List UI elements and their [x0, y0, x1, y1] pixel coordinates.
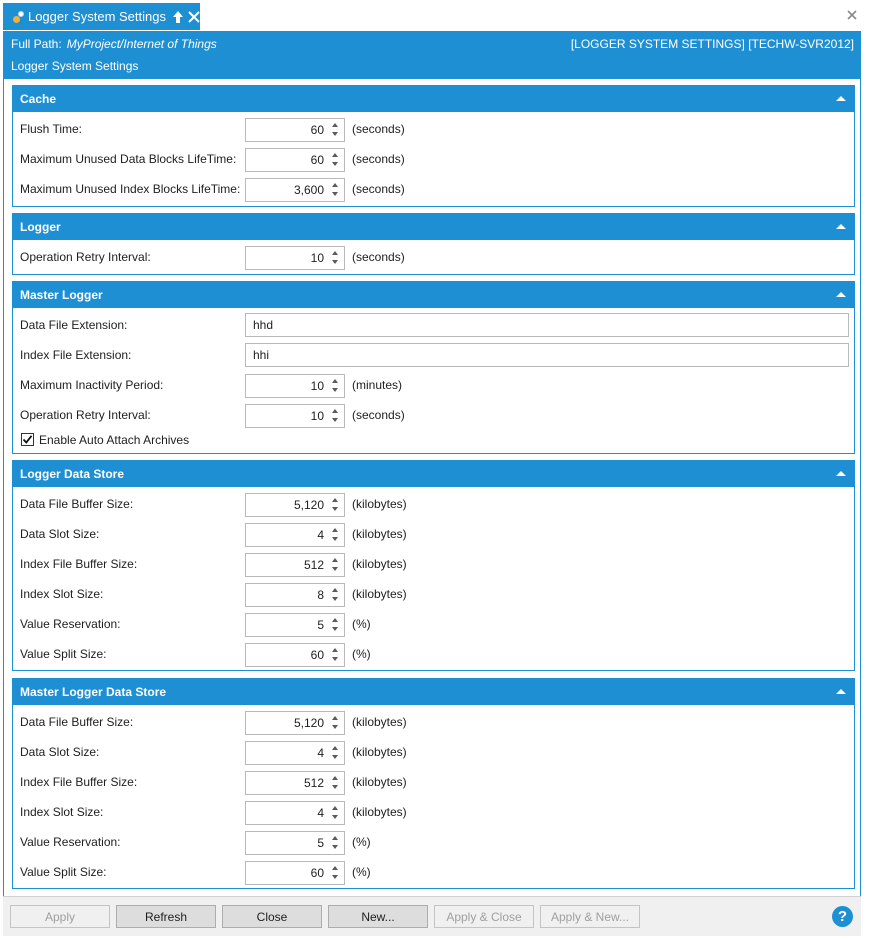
stepper-value[interactable]: 60	[310, 866, 324, 880]
new-button[interactable]: New...	[328, 905, 428, 928]
unit-label: (kilobytes)	[352, 745, 407, 759]
arrow-down-icon[interactable]	[332, 260, 338, 264]
field-row	[13, 342, 854, 368]
settings-panel	[3, 79, 861, 896]
field-row	[13, 581, 854, 607]
field-label: Maximum Unused Index Blocks LifeTime:	[20, 182, 241, 196]
arrow-up-icon[interactable]	[332, 836, 338, 840]
data-slot-size-stepper[interactable]	[245, 523, 345, 547]
stepper-value[interactable]: 60	[310, 123, 324, 137]
field-label: Index Slot Size:	[20, 805, 104, 819]
unit-label: (kilobytes)	[352, 557, 407, 571]
arrow-down-icon[interactable]	[332, 785, 338, 789]
unit-label: (seconds)	[352, 152, 405, 166]
field-row	[13, 611, 854, 637]
data-blocks-lifetime-stepper[interactable]	[245, 148, 345, 172]
arrow-down-icon[interactable]	[332, 597, 338, 601]
field-label: Operation Retry Interval:	[20, 250, 151, 264]
field-row	[13, 641, 854, 667]
section-title: Logger	[20, 220, 61, 234]
stepper-value[interactable]: 4	[317, 528, 324, 542]
enable-auto-attach-row	[13, 430, 854, 450]
field-row	[13, 402, 854, 428]
chevron-up-icon[interactable]	[836, 224, 846, 229]
section-master-logger	[12, 281, 855, 454]
arrow-up-icon[interactable]	[332, 379, 338, 383]
value-reservation-stepper[interactable]	[245, 613, 345, 637]
chevron-up-icon[interactable]	[836, 471, 846, 476]
value-split-size-stepper[interactable]	[245, 643, 345, 667]
unit-label: (%)	[352, 835, 371, 849]
arrow-up-icon[interactable]	[332, 866, 338, 870]
stepper-value[interactable]: 8	[317, 588, 324, 602]
arrow-up-icon[interactable]	[332, 776, 338, 780]
section-header-logger-data-store[interactable]	[13, 461, 854, 487]
max-inactivity-period-stepper[interactable]	[245, 374, 345, 398]
field-label: Value Reservation:	[20, 835, 121, 849]
index-blocks-lifetime-stepper[interactable]	[245, 178, 345, 202]
section-cache	[12, 85, 855, 207]
arrow-up-icon[interactable]	[332, 498, 338, 502]
arrow-down-icon[interactable]	[332, 657, 338, 661]
arrow-down-icon[interactable]	[332, 507, 338, 511]
data-file-extension-field[interactable]: hhd	[245, 313, 849, 337]
value-split-size-stepper[interactable]	[245, 861, 345, 885]
arrow-up-icon[interactable]	[332, 806, 338, 810]
unit-label: (seconds)	[352, 250, 405, 264]
section-title: Cache	[20, 92, 57, 106]
arrow-down-icon[interactable]	[332, 132, 338, 136]
arrow-down-icon[interactable]	[332, 418, 338, 422]
index-file-buffer-size-stepper[interactable]	[245, 771, 345, 795]
field-label: Value Reservation:	[20, 617, 121, 631]
field-row	[13, 372, 854, 398]
arrow-down-icon[interactable]	[332, 845, 338, 849]
apply-button[interactable]: Apply	[10, 905, 110, 928]
stepper-value[interactable]: 512	[303, 558, 324, 572]
pin-icon[interactable]	[172, 9, 184, 25]
logger-app-icon	[12, 10, 22, 24]
arrow-down-icon[interactable]	[332, 815, 338, 819]
unit-label: (kilobytes)	[352, 587, 407, 601]
arrow-down-icon[interactable]	[332, 567, 338, 571]
field-label: Data File Extension:	[20, 318, 128, 332]
field-row	[13, 859, 854, 885]
full-path	[11, 37, 217, 51]
stepper-value[interactable]: 3,600	[293, 183, 324, 197]
arrow-down-icon[interactable]	[332, 875, 338, 879]
close-tab-icon[interactable]	[188, 9, 200, 25]
arrow-up-icon[interactable]	[332, 648, 338, 652]
section-title: Master Logger	[20, 288, 103, 302]
page-header	[3, 31, 861, 79]
arrow-up-icon[interactable]	[332, 409, 338, 413]
section-master-logger-data-store	[12, 678, 855, 889]
server-context: [LOGGER SYSTEM SETTINGS] [TECHW-SVR2012]	[570, 37, 854, 51]
stepper-value[interactable]: 4	[317, 746, 324, 760]
section-logger	[12, 213, 855, 275]
field-row	[13, 739, 854, 765]
unit-label: (kilobytes)	[352, 775, 407, 789]
data-file-buffer-size-stepper[interactable]	[245, 711, 345, 735]
apply-and-new-button[interactable]: Apply & New...	[540, 905, 640, 928]
stepper-value[interactable]: 60	[310, 153, 324, 167]
checkbox-label[interactable]: Enable Auto Attach Archives	[39, 433, 190, 447]
field-row	[13, 244, 854, 270]
section-header-cache[interactable]	[13, 86, 854, 112]
field-row	[13, 521, 854, 547]
settings-scroll-area	[4, 79, 860, 896]
arrow-down-icon[interactable]	[332, 192, 338, 196]
stepper-value[interactable]: 512	[303, 776, 324, 790]
field-row	[13, 116, 854, 142]
stepper-value[interactable]: 5,120	[293, 716, 324, 730]
arrow-up-icon[interactable]	[332, 123, 338, 127]
field-label: Maximum Inactivity Period:	[20, 378, 164, 392]
unit-label: (seconds)	[352, 182, 405, 196]
help-icon[interactable]: ?	[832, 906, 853, 927]
unit-label: (kilobytes)	[352, 527, 407, 541]
field-label: Maximum Unused Data Blocks LifeTime:	[20, 152, 237, 166]
section-title: Master Logger Data Store	[20, 685, 167, 699]
field-row	[13, 799, 854, 825]
chevron-up-icon[interactable]	[836, 96, 846, 101]
unit-label: (%)	[352, 617, 371, 631]
index-slot-size-stepper[interactable]	[245, 801, 345, 825]
stepper-value[interactable]: 10	[310, 379, 324, 393]
index-slot-size-stepper[interactable]	[245, 583, 345, 607]
arrow-down-icon[interactable]	[332, 725, 338, 729]
arrow-down-icon[interactable]	[332, 537, 338, 541]
arrow-up-icon[interactable]	[332, 528, 338, 532]
field-label: Index File Extension:	[20, 348, 132, 362]
arrow-down-icon[interactable]	[332, 388, 338, 392]
section-header-master-logger[interactable]	[13, 282, 854, 308]
stepper-value[interactable]: 5	[317, 618, 324, 632]
chevron-up-icon[interactable]	[836, 689, 846, 694]
arrow-up-icon[interactable]	[332, 153, 338, 157]
section-header-logger[interactable]	[13, 214, 854, 240]
arrow-up-icon[interactable]	[332, 588, 338, 592]
operation-retry-interval-stepper[interactable]	[245, 246, 345, 270]
unit-label: (kilobytes)	[352, 805, 407, 819]
arrow-up-icon[interactable]	[332, 183, 338, 187]
unit-label: (%)	[352, 647, 371, 661]
unit-label: (%)	[352, 865, 371, 879]
section-logger-data-store	[12, 460, 855, 671]
field-label: Value Split Size:	[20, 865, 107, 879]
operation-retry-interval-stepper[interactable]	[245, 404, 345, 428]
stepper-value[interactable]: 5,120	[293, 498, 324, 512]
field-row	[13, 312, 854, 338]
tab-title: Logger System Settings	[27, 9, 166, 24]
arrow-up-icon[interactable]	[332, 746, 338, 750]
arrow-up-icon[interactable]	[332, 716, 338, 720]
field-row	[13, 769, 854, 795]
index-file-extension-field[interactable]: hhi	[245, 343, 849, 367]
unit-label: (minutes)	[352, 378, 403, 392]
field-label: Index Slot Size:	[20, 587, 104, 601]
flush-time-stepper[interactable]	[245, 118, 345, 142]
field-row	[13, 491, 854, 517]
data-slot-size-stepper[interactable]	[245, 741, 345, 765]
field-row	[13, 709, 854, 735]
close-icon[interactable]	[845, 8, 859, 22]
arrow-down-icon[interactable]	[332, 162, 338, 166]
unit-label: (seconds)	[352, 122, 405, 136]
full-path-label: Full Path:	[11, 37, 62, 51]
enable-auto-attach-checkbox[interactable]	[21, 433, 34, 446]
arrow-down-icon[interactable]	[332, 755, 338, 759]
page-title: Logger System Settings	[11, 59, 139, 73]
stepper-value[interactable]: 10	[310, 251, 324, 265]
field-label: Data Slot Size:	[20, 527, 100, 541]
data-file-buffer-size-stepper[interactable]	[245, 493, 345, 517]
arrow-up-icon[interactable]	[332, 251, 338, 255]
stepper-value[interactable]: 10	[310, 409, 324, 423]
stepper-value[interactable]: 5	[317, 836, 324, 850]
field-label: Data File Buffer Size:	[20, 497, 134, 511]
field-label: Data File Buffer Size:	[20, 715, 134, 729]
field-label: Index File Buffer Size:	[20, 775, 138, 789]
field-label: Operation Retry Interval:	[20, 408, 151, 422]
chevron-up-icon[interactable]	[836, 292, 846, 297]
field-label: Flush Time:	[20, 122, 83, 136]
field-label: Value Split Size:	[20, 647, 107, 661]
field-row	[13, 176, 854, 202]
close-button[interactable]: Close	[222, 905, 322, 928]
refresh-button[interactable]: Refresh	[116, 905, 216, 928]
tab-logger-system-settings[interactable]	[3, 3, 200, 30]
footer-bar	[3, 896, 861, 936]
index-file-buffer-size-stepper[interactable]	[245, 553, 345, 577]
stepper-value[interactable]: 60	[310, 648, 324, 662]
arrow-up-icon[interactable]	[332, 618, 338, 622]
checkmark-icon	[22, 434, 33, 445]
field-row	[13, 146, 854, 172]
tab-strip	[0, 0, 869, 31]
section-title: Logger Data Store	[20, 467, 125, 481]
arrow-up-icon[interactable]	[332, 558, 338, 562]
arrow-down-icon[interactable]	[332, 627, 338, 631]
full-path-value: MyProject/Internet of Things	[66, 37, 217, 51]
field-label: Index File Buffer Size:	[20, 557, 138, 571]
unit-label: (kilobytes)	[352, 497, 407, 511]
apply-and-close-button[interactable]: Apply & Close	[434, 905, 534, 928]
field-row	[13, 829, 854, 855]
stepper-value[interactable]: 4	[317, 806, 324, 820]
field-row	[13, 551, 854, 577]
section-header-master-logger-data-store[interactable]	[13, 679, 854, 705]
field-label: Data Slot Size:	[20, 745, 100, 759]
value-reservation-stepper[interactable]	[245, 831, 345, 855]
unit-label: (kilobytes)	[352, 715, 407, 729]
unit-label: (seconds)	[352, 408, 405, 422]
